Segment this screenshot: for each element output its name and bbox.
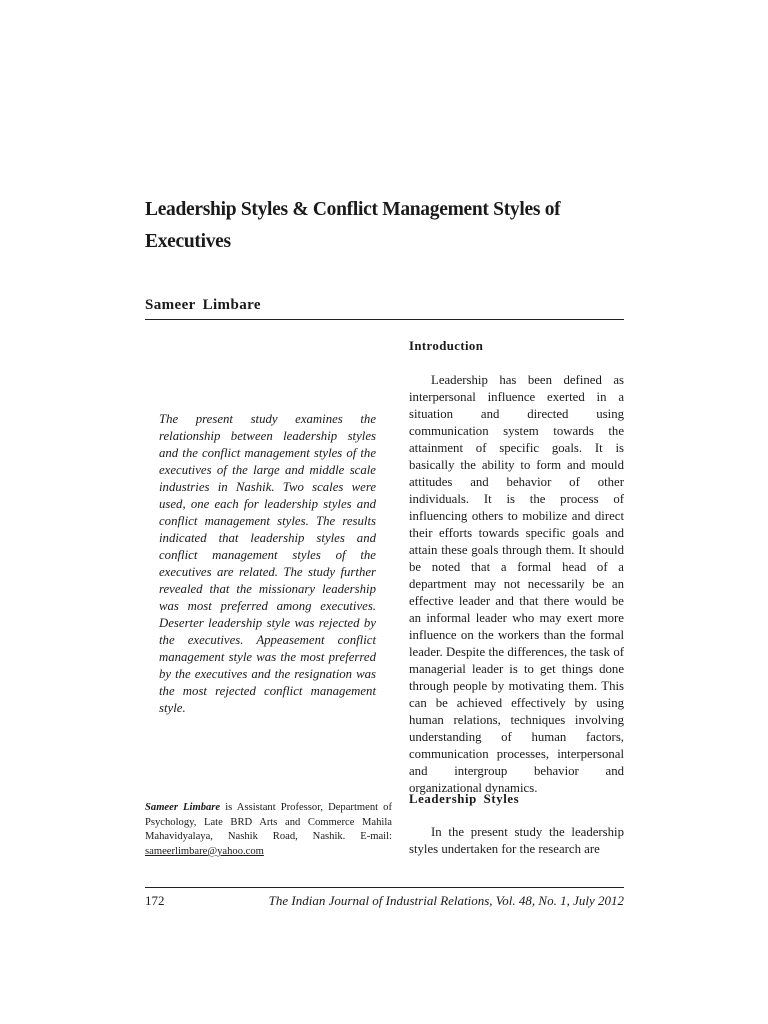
author-name: Sameer Limbare	[145, 297, 261, 313]
leadership-styles-heading: Leadership Styles	[409, 792, 520, 806]
footer-divider	[145, 887, 624, 888]
footnote-affiliation: is Assistant Professor, Department of Psychology, Late BRD Arts and Commerce Mahila Mahavidyalaya, Nashik Road, Nashik. E-mail:	[145, 802, 392, 843]
abstract: The present study examines the relationship between leadership styles and the conflict management styles of the executives of the large and middle scale industries in Nashik. Two scales were used, one each for leadership styles and conflict management styles. The results indicated that leadership styles and conflict management styles of the executives are related. The study further revealed that the missionary leadership was most preferred among executives. Deserter leadership style was rejected by the executives. Appeasement conflict management style was the most preferred by the executives and the resignation was the most rejected conflict management style.	[159, 412, 376, 715]
header-divider	[145, 319, 624, 320]
introduction-heading: Introduction	[409, 339, 484, 353]
author-footnote	[145, 801, 392, 859]
footnote-email-link[interactable]: sameerlimbare@yahoo.com	[145, 845, 264, 857]
journal-citation: The Indian Journal of Industrial Relations, Vol. 48, No. 1, July 2012	[268, 893, 624, 908]
footnote-author-name: Sameer Limbare	[145, 802, 221, 813]
leadership-styles-paragraph: In the present study the leadership styles undertaken for the research are	[409, 825, 624, 856]
page-number: 172	[145, 893, 165, 908]
introduction-paragraph: Leadership has been defined as interpersonal influence exerted in a situation and directed using communication system towards the attainment of specific goals. It is basically the ability to form and mould attitudes and behavior of other individuals. It is the process of influencing others to mobilize and direct their efforts towards specific goals and attain these goals through them. It should be noted that a formal head of a department may not necessarily be an effective leader and that there would be an informal leader who may exert more influence on the workers than the formal leader. Despite the differences, the task of managerial leader is to get things done through people by motivating them. This can be achieved effectively by using human relations, techniques involving understanding of human factors, communication processes, interpersonal and intergroup behavior and organizational dynamics.	[409, 373, 624, 795]
article-title: Leadership Styles & Conflict Management Styles of Executives	[145, 199, 561, 252]
